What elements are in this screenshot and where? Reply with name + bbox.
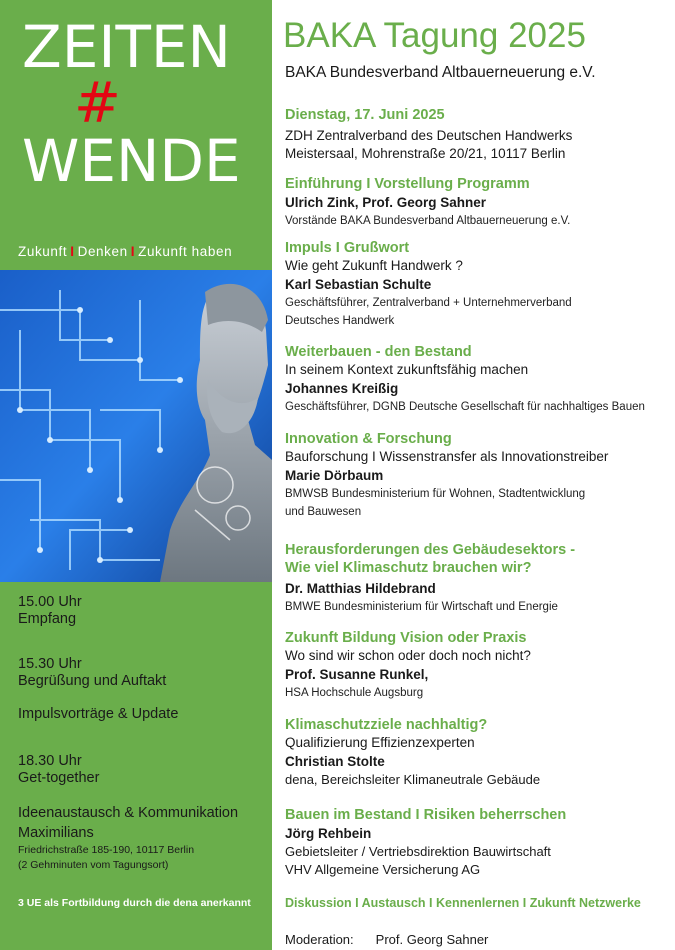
program-speaker: Prof. Susanne Runkel, xyxy=(285,667,429,682)
program-info: und Bauwesen xyxy=(285,506,362,518)
schedule-time: 18.30 Uhr xyxy=(18,753,82,769)
program-info: Vorstände BAKA Bundesverband Altbauerneuerung e.V. xyxy=(285,215,571,227)
program-info: Geschäftsführer, Zentralverband + Unternehmerverband xyxy=(285,297,572,309)
event-date-venue xyxy=(285,106,670,163)
schedule-label: Begrüßung und Auftakt xyxy=(18,673,167,689)
schedule-address: Friedrichstraße 185-190, 10117 Berlin xyxy=(18,844,195,856)
program-item xyxy=(285,629,670,702)
program-info: Gebietsleiter / Vertriebsdirektion Bauwirtschaft xyxy=(285,844,551,859)
program-info: BMWSB Bundesministerium für Wohnen, Stadtentwicklung xyxy=(285,488,586,500)
program-info: Deutsches Handwerk xyxy=(285,315,395,327)
program-speaker: Dr. Matthias Hildebrand xyxy=(285,581,436,596)
ue-note: 3 UE als Fortbildung durch die dena anerkannt xyxy=(18,897,251,909)
program-heading: Impuls I Grußwort xyxy=(285,240,410,256)
program-speaker: Jörg Rehbein xyxy=(285,826,372,841)
program-item xyxy=(285,175,670,230)
schedule-label: Ideenaustausch & Kommunikation xyxy=(18,805,239,821)
program-info: dena, Bereichsleiter Klimaneutrale Gebäude xyxy=(285,772,541,787)
closing-line: Diskussion I Austausch I Kennenlernen I Zukunft Netzwerke xyxy=(285,896,641,910)
schedule-time: 15.30 Uhr xyxy=(18,656,82,672)
venue-line: Meistersaal, Mohrenstraße 20/21, 10117 Berlin xyxy=(285,146,566,161)
left-panel xyxy=(0,0,272,950)
tagline-item: Zukunft haben xyxy=(138,244,233,259)
program-heading: Weiterbauen - den Bestand xyxy=(285,344,472,360)
hero-title xyxy=(22,13,241,195)
moderation-name: Prof. Georg Sahner xyxy=(375,932,489,947)
tagline-separator: I xyxy=(70,244,75,259)
program-item xyxy=(285,343,670,416)
program-item xyxy=(285,716,670,789)
program-info: Geschäftsführer, DGNB Deutsche Gesellschaft für nachhaltiges Bauen xyxy=(285,401,645,413)
hero-line-zeiten: ZEITEN xyxy=(22,13,231,81)
program-speaker: Karl Sebastian Schulte xyxy=(285,277,432,292)
program-subtitle: Wo sind wir schon oder doch noch nicht? xyxy=(285,648,531,663)
schedule-walk-note: (2 Gehminuten vom Tagungsort) xyxy=(18,859,169,871)
program-item xyxy=(285,541,670,616)
tagline-separator: I xyxy=(130,244,136,259)
program-item xyxy=(285,430,670,521)
event-title: BAKA Tagung 2025 xyxy=(283,16,586,55)
program-heading: Innovation & Forschung xyxy=(285,431,452,447)
program-subtitle: Wie geht Zukunft Handwerk ? xyxy=(285,258,463,273)
program-speaker: Marie Dörbaum xyxy=(285,468,384,483)
program-info: HSA Hochschule Augsburg xyxy=(285,687,424,699)
schedule-label: Empfang xyxy=(18,611,77,627)
program-speaker: Johannes Kreißig xyxy=(285,381,399,396)
hero-hash: # xyxy=(74,71,121,136)
moderation xyxy=(285,932,488,947)
program-info: BMWE Bundesministerium für Wirtschaft und Energie xyxy=(285,601,558,613)
program-info: VHV Allgemeine Versicherung AG xyxy=(285,862,481,877)
hero-line-wende: WENDE xyxy=(22,127,241,195)
schedule xyxy=(18,594,268,873)
program-subtitle: Bauforschung I Wissenstransfer als Innovationstreiber xyxy=(285,449,609,464)
program-speaker: Ulrich Zink, Prof. Georg Sahner xyxy=(285,195,487,210)
program-heading: Herausforderungen des Gebäudesektors - xyxy=(285,542,576,558)
event-date: Dienstag, 17. Juni 2025 xyxy=(285,107,445,123)
tagline-item: Denken xyxy=(77,244,128,259)
schedule-label: Get-together xyxy=(18,770,100,786)
program-heading-cont: Wie viel Klimaschutz brauchen wir? xyxy=(285,560,532,576)
hero-image-circuit-bust xyxy=(0,270,272,582)
schedule-time: 15.00 Uhr xyxy=(18,594,82,610)
schedule-location: Maximilians xyxy=(18,825,94,841)
program-heading: Bauen im Bestand I Risiken beherrschen xyxy=(285,807,567,823)
program-item xyxy=(285,239,670,330)
venue-line: ZDH Zentralverband des Deutschen Handwerks xyxy=(285,128,573,143)
program-heading: Klimaschutzziele nachhaltig? xyxy=(285,717,488,733)
moderation-label: Moderation: xyxy=(285,932,354,947)
program-item xyxy=(285,806,670,879)
program-subtitle: Qualifizierung Effizienzexperten xyxy=(285,735,475,750)
program-speaker: Christian Stolte xyxy=(285,754,385,769)
program-heading: Einführung I Vorstellung Programm xyxy=(285,176,530,192)
program-subtitle: In seinem Kontext zukunftsfähig machen xyxy=(285,362,529,377)
tagline xyxy=(18,244,232,259)
schedule-label: Impulsvorträge & Update xyxy=(18,706,179,722)
program-heading: Zukunft Bildung Vision oder Praxis xyxy=(285,630,527,646)
tagline-item: Zukunft xyxy=(18,244,68,259)
event-organizer: BAKA Bundesverband Altbauerneuerung e.V. xyxy=(285,64,596,81)
